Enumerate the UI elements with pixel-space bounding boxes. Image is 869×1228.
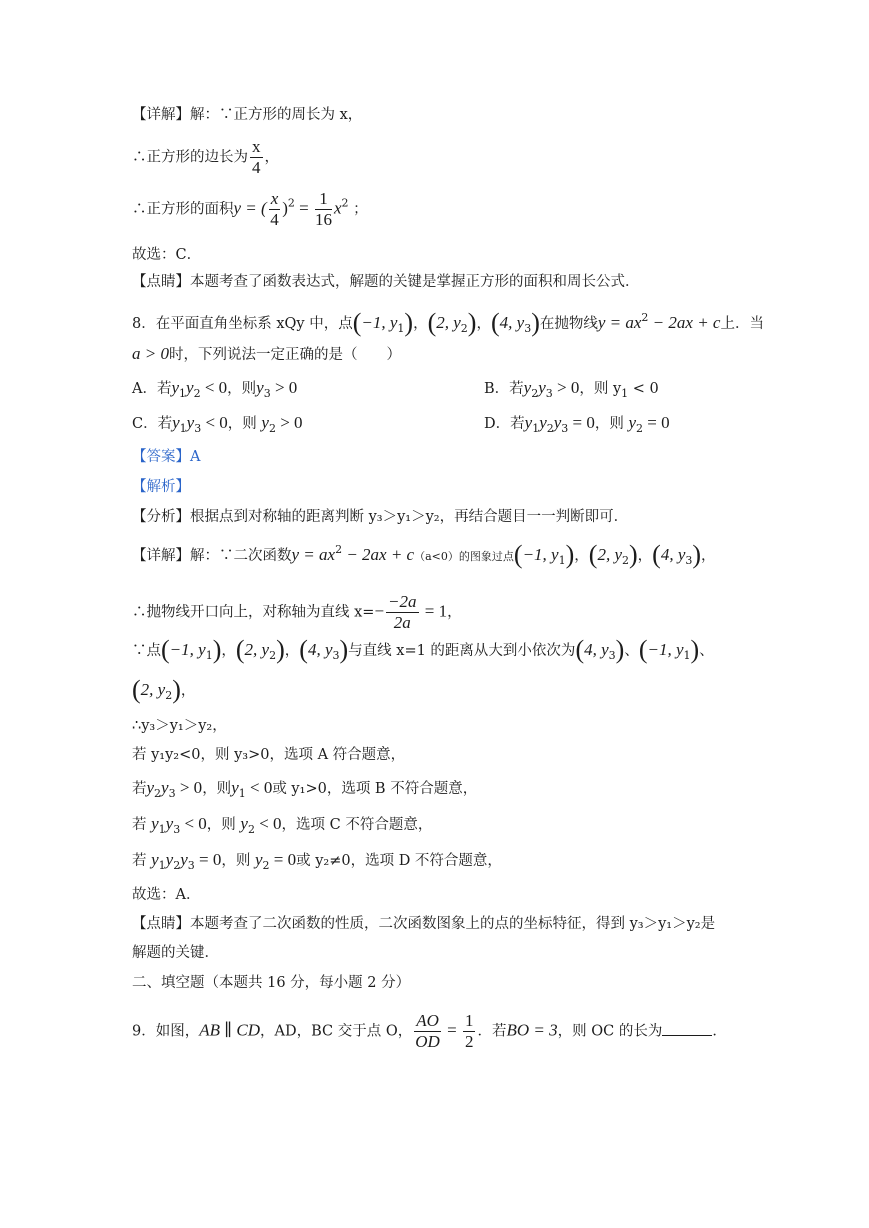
review-line: 【点睛】本题考查了函数表达式，解题的关键是掌握正方形的面积和周长公式． [132, 274, 640, 290]
detail-line-1: 【详解】解：∵正方形的周长为 x， [132, 107, 363, 123]
review-q8-line-1: 【点睛】本题考查了二次函数的性质，二次函数图象上的点的坐标特征，得到 y₃＞y₁＞y₂是 [132, 916, 716, 932]
option-d: D．若$y_1y_2y_3 = 0$，则 $y_2 = 0$ [484, 413, 670, 435]
question-8-line-1: 8．在平面直角坐标系 xQy 中，点(−1, $y_1$)，(2, $y_2$)，(4, $y_3$)在抛物线$y = ax^2 - 2ax + c$上．当 [132, 308, 764, 337]
option-b: B．若$y_2y_3 > 0$，则 $y_1 < 0$ [484, 378, 659, 400]
distance-line: ∵点(−1, $y_1$)，(2, $y_2$)，(4, $y_3$)与直线 x=1 的距离从大到小依次为(4, $y_3$)、(−1, $y_1$)、 [132, 635, 714, 664]
option-c: C．若$y_1y_3 < 0$，则 $y_2 > 0$ [132, 413, 303, 435]
check-c-line: 若 $y_1y_3 < 0$，则 $y_2 < 0$，选项 C 不符合题意， [132, 814, 433, 836]
question-9-line: 9．如图，AB ∥ CD，AD，BC 交于点 O， $\frac{AO}{OD}$ = $\frac{1}{2}$ ．若BO = 3，则 OC 的长为 ． [132, 1011, 727, 1051]
check-b-line: 若$y_2y_3 > 0$，则$y_1 < 0$或 y₁>0，选项 B 不符合题意， [132, 778, 478, 800]
detail-q8-line-1: 【详解】解：∵二次函数$y = ax^2 - 2ax + c(a<0)$的图象过点(−1, $y_1$)，(2, $y_2$)，(4, $y_3$)， [132, 540, 716, 569]
section-2-title: 二、填空题（本题共 16 分，每小题 2 分） [132, 975, 411, 991]
axis-line: ∴抛物线开口向上，对称轴为直线 x=− $\frac{-2a}{2a}$ = 1， [132, 592, 462, 632]
answer-tag: 【答案】A [132, 449, 201, 465]
question-8-line-2: a > 0时，下列说法一定正确的是（ ） [132, 344, 401, 363]
fenxi-line: 【分析】根据点到对称轴的距离判断 y₃＞y₁＞y₂，再结合题目一一判断即可． [132, 509, 629, 525]
option-a: A．若$y_1y_2 < 0$，则$y_3 > 0$ [132, 378, 298, 400]
answer-blank[interactable] [662, 1021, 712, 1036]
detail-line-2: ∴正方形的边长为 $\frac{x}{4}$ ， [132, 137, 279, 177]
review-q8-line-2: 解题的关键． [132, 945, 219, 961]
order-line: ∴y₃＞y₁＞y₂， [132, 718, 227, 734]
choose-c-line: 故选：C． [132, 247, 202, 263]
detail-line-3: ∴正方形的面积y = ( $\frac{x}{4}$ )$^2$ = $\frac{1}{16}$ $x^2$ ； [132, 189, 368, 229]
choose-a-line: 故选：A． [132, 887, 201, 903]
analysis-tag: 【解析】 [132, 479, 190, 495]
check-d-line: 若 $y_1y_2y_3 = 0$，则 $y_2 = 0$或 y₂≠0，选项 D 不符合题意， [132, 850, 502, 872]
distance-line-2: (2, $y_2$)， [132, 675, 196, 704]
check-a-line: 若 y₁y₂<0，则 y₃>0，选项 A 符合题意， [132, 747, 406, 763]
